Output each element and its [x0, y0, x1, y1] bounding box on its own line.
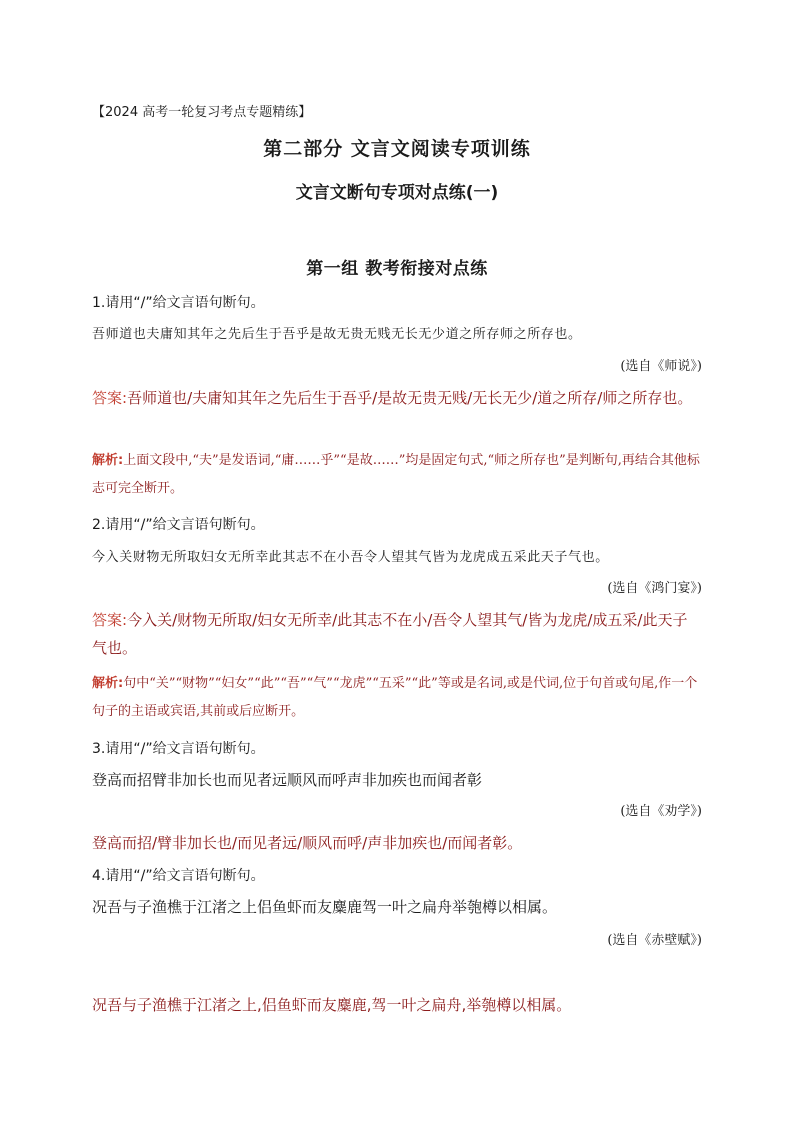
answer-label: 答案:: [92, 389, 128, 407]
header-tag: 【2024 高考一轮复习考点专题精练】: [92, 105, 312, 120]
question-2-from: (选自《鸿门宴》): [607, 581, 702, 596]
question-4-from: (选自《赤壁赋》): [607, 933, 702, 948]
question-3-answer: 登高而招/臂非加长也/而见者远/顺风而呼/声非加疾也/而闻者彰。: [92, 834, 523, 852]
question-3-prompt: 3.请用“/”给文言语句断句。: [92, 741, 265, 757]
answer-text: 今入关/财物无所取/妇女无所幸/此其志不在小/吾令人望其气/皆为龙虎/成五采/此天子气也。: [92, 611, 688, 657]
question-4-prompt: 4.请用“/”给文言语句断句。: [92, 868, 265, 884]
question-2-explanation: [92, 670, 702, 726]
question-1-source: 吾师道也夫庸知其年之先后生于吾乎是故无贵无贱无长无少道之所存师之所存也。: [92, 327, 582, 342]
question-4-source: 况吾与子渔樵于江渚之上侣鱼虾而友麋鹿驾一叶之扁舟举匏樽以相属。: [92, 898, 558, 916]
question-1-explanation: [92, 447, 702, 503]
question-4-answer: 况吾与子渔樵于江渚之上,侣鱼虾而友麋鹿,驾一叶之扁舟,举匏樽以相属。: [92, 996, 572, 1014]
page-title: 第二部分 文言文阅读专项训练: [263, 138, 531, 160]
question-3-source: 登高而招臂非加长也而见者远顺风而呼声非加疾也而闻者彰: [92, 771, 483, 789]
page-subtitle: 文言文断句专项对点练(一): [295, 183, 499, 203]
explain-text: 句中“关”“财物”“妇女”“此”“吾”“气”“龙虎”“五采”“此”等或是名词,或是代词,位于句首或句尾,作一个句子的主语或宾语,其前或后应断开。: [92, 676, 698, 719]
question-3-from: (选自《劝学》): [620, 804, 702, 819]
question-2-answer: [92, 606, 702, 662]
question-1-from: (选自《师说》): [620, 359, 702, 374]
group-title: 第一组 教考衔接对点练: [306, 259, 488, 279]
explain-label: 解析:: [92, 453, 124, 468]
explain-label: 解析:: [92, 676, 124, 691]
answer-label: 答案:: [92, 611, 128, 629]
question-2-prompt: 2.请用“/”给文言语句断句。: [92, 517, 265, 533]
question-1-answer: [92, 384, 702, 412]
explain-text: 上面文段中,“夫”是发语词,“庸……乎”“是故……”均是固定句式,“师之所存也”是判断句,再结合其他标志可完全断开。: [92, 453, 700, 496]
question-1-prompt: 1.请用“/”给文言语句断句。: [92, 295, 265, 311]
question-2-source: 今入关财物无所取妇女无所幸此其志不在小吾令人望其气皆为龙虎成五采此天子气也。: [92, 550, 609, 565]
answer-text: 吾师道也/夫庸知其年之先后生于吾乎/是故无贵无贱/无长无少/道之所存/师之所存也。: [127, 389, 693, 407]
